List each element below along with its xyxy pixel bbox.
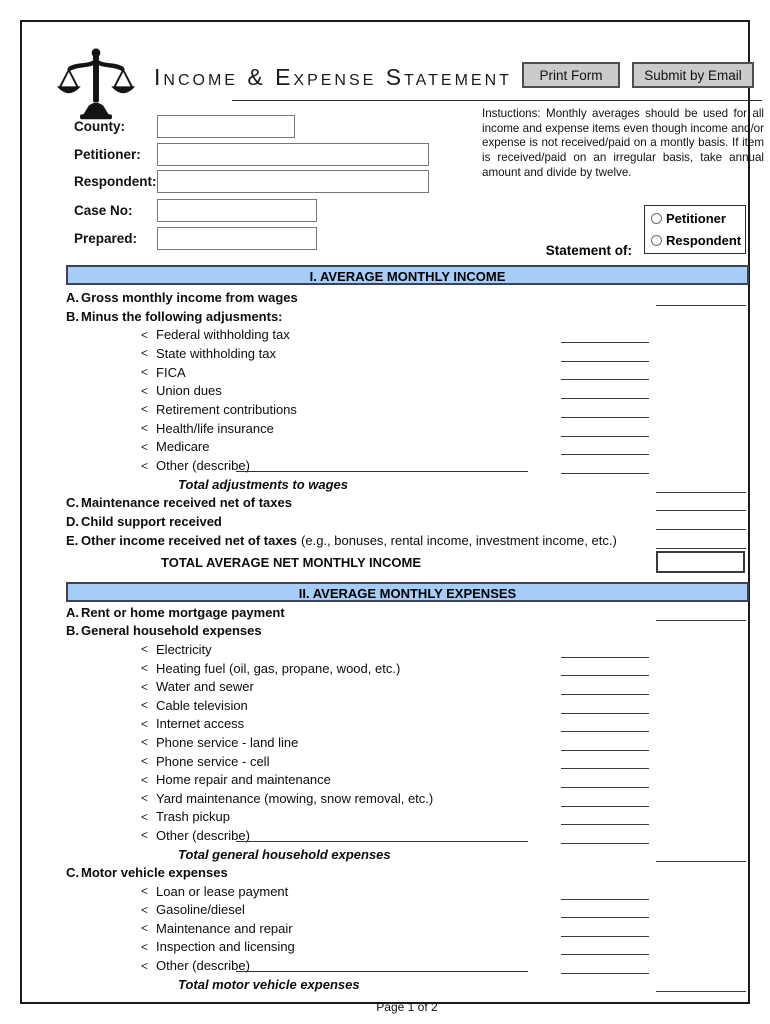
petitioner-option-label: Petitioner: [666, 211, 726, 227]
amount-fill-line[interactable]: [561, 675, 649, 676]
row-label: Union dues: [156, 383, 222, 399]
amount-fill-line[interactable]: [561, 417, 649, 418]
bullet-icon: <: [141, 346, 149, 361]
amount-fill-line[interactable]: [561, 750, 649, 751]
row-label: Federal withholding tax: [156, 327, 290, 343]
form-row: [66, 919, 749, 938]
row-label: Electricity: [156, 641, 212, 657]
bullet-icon: <: [141, 383, 149, 398]
petitioner-field-row: [74, 143, 429, 166]
form-row: [66, 400, 749, 419]
row-label: Total adjustments to wages: [178, 476, 348, 492]
form-row: [66, 494, 749, 513]
row-label: Maintenance received net of taxes: [81, 495, 292, 511]
row-prefix: A.: [66, 604, 79, 620]
bullet-icon: <: [141, 791, 149, 806]
row-prefix: C.: [66, 865, 79, 881]
bullet-icon: <: [141, 772, 149, 787]
page-border: [20, 20, 764, 1014]
instructions-text: Instuctions: Monthly averages should be used for all income and expense items even though income and/or expense is not received/paid on a montly basis. If item is received/paid on an irregular basis, take annual amount and divide by twelve.: [482, 107, 764, 179]
bullet-icon: <: [141, 754, 149, 769]
form-row: [66, 325, 749, 344]
case-no-input[interactable]: [157, 199, 317, 222]
form-row: [66, 438, 749, 457]
form-row: [66, 344, 749, 363]
row-prefix: D.: [66, 514, 79, 530]
total-amount-box[interactable]: [656, 551, 745, 573]
scales-of-justice-icon: [56, 46, 136, 122]
amount-fill-line[interactable]: [561, 936, 649, 937]
amount-fill-line[interactable]: [561, 954, 649, 955]
row-prefix: C.: [66, 495, 79, 511]
section-average-monthly-expenses: [66, 582, 749, 993]
row-label: Heating fuel (oil, gas, propane, wood, etc.): [156, 660, 401, 676]
form-row: [66, 938, 749, 957]
respondent-label: Respondent:: [74, 174, 157, 189]
respondent-field-row: [74, 170, 429, 193]
form-row: [66, 901, 749, 920]
bullet-icon: <: [141, 716, 149, 731]
amount-fill-line[interactable]: [561, 899, 649, 900]
row-note: (e.g., bonuses, rental income, investment income, etc.): [301, 532, 617, 548]
form-row: [66, 733, 749, 752]
page-number: Page 1 of 2: [376, 1000, 438, 1014]
section-income-rows: [66, 288, 749, 576]
amount-fill-line[interactable]: [656, 492, 746, 493]
amount-fill-line[interactable]: [561, 398, 649, 399]
section-income-header: I. AVERAGE MONTHLY INCOME: [66, 265, 749, 285]
petitioner-label: Petitioner:: [74, 147, 141, 162]
petitioner-input[interactable]: [157, 143, 429, 166]
bullet-icon: <: [141, 421, 149, 436]
amount-fill-line[interactable]: [561, 843, 649, 844]
row-label: Phone service - land line: [156, 734, 299, 750]
form-row: [66, 677, 749, 696]
prepared-label: Prepared:: [74, 231, 138, 246]
bullet-icon: <: [141, 661, 149, 676]
form-row: [66, 975, 749, 994]
row-label: TOTAL AVERAGE NET MONTHLY INCOME: [161, 555, 422, 571]
county-field-row: [74, 115, 295, 138]
form-row: [66, 882, 749, 901]
form-row: [66, 307, 749, 326]
statement-of-label: Statement of:: [545, 243, 632, 258]
amount-fill-line[interactable]: [561, 657, 649, 658]
county-label: County:: [74, 119, 125, 134]
submit-by-email-button[interactable]: Submit by Email: [632, 62, 754, 88]
form-row: [66, 288, 749, 307]
row-label: Health/life insurance: [156, 420, 274, 436]
radio-button-icon[interactable]: [651, 213, 662, 224]
amount-fill-line[interactable]: [561, 694, 649, 695]
respondent-input[interactable]: [157, 170, 429, 193]
amount-fill-line[interactable]: [656, 305, 746, 306]
amount-fill-line[interactable]: [561, 731, 649, 732]
statement-of-radio-group: [644, 205, 746, 254]
bullet-icon: <: [141, 809, 149, 824]
row-label: Retirement contributions: [156, 401, 297, 417]
amount-fill-line[interactable]: [561, 361, 649, 362]
form-row: [66, 531, 749, 550]
form-row: [66, 363, 749, 382]
row-label: Cable television: [156, 697, 248, 713]
amount-fill-line[interactable]: [656, 548, 746, 549]
amount-fill-line[interactable]: [656, 861, 746, 862]
bullet-icon: <: [141, 939, 149, 954]
bullet-icon: <: [141, 921, 149, 936]
form-row: [66, 752, 749, 771]
form-row: [66, 512, 749, 531]
form-row: [66, 770, 749, 789]
bullet-icon: <: [141, 884, 149, 899]
title-divider: [232, 100, 762, 101]
amount-fill-line[interactable]: [561, 342, 649, 343]
radio-button-icon[interactable]: [651, 235, 662, 246]
row-label: Maintenance and repair: [156, 920, 293, 936]
section-expenses-rows: [66, 603, 749, 993]
row-label: Minus the following adjusments:: [81, 308, 283, 324]
bullet-icon: <: [141, 958, 149, 973]
form-row: [66, 475, 749, 494]
row-prefix: A.: [66, 289, 79, 305]
row-label: Inspection and licensing: [156, 939, 295, 955]
bullet-icon: <: [141, 902, 149, 917]
amount-fill-line[interactable]: [561, 768, 649, 769]
amount-fill-line[interactable]: [656, 991, 746, 992]
row-label: Motor vehicle expenses: [81, 865, 228, 881]
row-label: Internet access: [156, 716, 245, 732]
respondent-option-label: Respondent: [666, 232, 742, 248]
row-label: Yard maintenance (mowing, snow removal, etc.): [156, 790, 434, 806]
amount-fill-line[interactable]: [561, 806, 649, 807]
prepared-field-row: [74, 227, 317, 250]
form-row: [66, 419, 749, 438]
case-no-field-row: [74, 199, 317, 222]
form-row: [66, 550, 749, 576]
section-expenses-header: II. AVERAGE MONTHLY EXPENSES: [66, 582, 749, 602]
amount-fill-line[interactable]: [561, 436, 649, 437]
form-row: [66, 789, 749, 808]
petitioner-radio-option[interactable]: [651, 211, 745, 226]
amount-fill-line[interactable]: [561, 787, 649, 788]
row-label: Home repair and maintenance: [156, 772, 331, 788]
print-form-button[interactable]: Print Form: [522, 62, 620, 88]
row-label: Other (describe): [156, 958, 250, 974]
row-label: Medicare: [156, 439, 210, 455]
amount-fill-line[interactable]: [561, 454, 649, 455]
amount-fill-line[interactable]: [561, 379, 649, 380]
bullet-icon: <: [141, 735, 149, 750]
bullet-icon: <: [141, 698, 149, 713]
amount-fill-line[interactable]: [561, 917, 649, 918]
row-label: Water and sewer: [156, 679, 254, 695]
amount-fill-line[interactable]: [561, 824, 649, 825]
row-label: General household expenses: [81, 623, 262, 639]
row-label: Other income received net of taxes: [81, 532, 298, 548]
describe-fill-line[interactable]: [236, 971, 528, 972]
row-label: Other (describe): [156, 827, 250, 843]
describe-fill-line[interactable]: [236, 841, 528, 842]
form-row: [66, 640, 749, 659]
form-row: [66, 659, 749, 678]
bullet-icon: <: [141, 439, 149, 454]
row-label: State withholding tax: [156, 345, 276, 361]
bullet-icon: <: [141, 365, 149, 380]
amount-fill-line[interactable]: [656, 620, 746, 621]
respondent-radio-option[interactable]: [651, 233, 745, 248]
form-row: [66, 696, 749, 715]
bullet-icon: <: [141, 642, 149, 657]
bullet-icon: <: [141, 327, 149, 342]
bullet-icon: <: [141, 679, 149, 694]
form-row: [66, 715, 749, 734]
row-label: Other (describe): [156, 458, 250, 474]
amount-fill-line[interactable]: [561, 973, 649, 974]
row-label: Child support received: [81, 514, 222, 530]
row-label: Total motor vehicle expenses: [178, 976, 360, 992]
form-row: [66, 622, 749, 641]
row-prefix: B.: [66, 623, 79, 639]
bullet-icon: <: [141, 458, 149, 473]
amount-fill-line[interactable]: [656, 529, 746, 530]
row-prefix: B.: [66, 308, 79, 324]
form-row: [66, 381, 749, 400]
amount-fill-line[interactable]: [656, 510, 746, 511]
prepared-input[interactable]: [157, 227, 317, 250]
form-row: [66, 808, 749, 827]
row-label: Rent or home mortgage payment: [81, 604, 285, 620]
form-row: [66, 956, 749, 975]
section-average-monthly-income: [66, 265, 749, 576]
form-row: [66, 863, 749, 882]
row-label: Gross monthly income from wages: [81, 289, 298, 305]
form-row: [66, 603, 749, 622]
form-row: [66, 845, 749, 864]
case-no-label: Case No:: [74, 203, 133, 218]
row-label: Trash pickup: [156, 809, 230, 825]
row-label: Total general household expenses: [178, 846, 391, 862]
form-row: [66, 456, 749, 475]
row-label: FICA: [156, 364, 186, 380]
bullet-icon: <: [141, 402, 149, 417]
bullet-icon: <: [141, 828, 149, 843]
describe-fill-line[interactable]: [236, 471, 528, 472]
amount-fill-line[interactable]: [561, 713, 649, 714]
page-title: Income & Expense Statement: [154, 64, 512, 90]
form-row: [66, 826, 749, 845]
row-label: Loan or lease payment: [156, 883, 289, 899]
row-label: Gasoline/diesel: [156, 902, 245, 918]
amount-fill-line[interactable]: [561, 473, 649, 474]
row-prefix: E.: [66, 532, 79, 548]
row-label: Phone service - cell: [156, 753, 270, 769]
county-input[interactable]: [157, 115, 295, 138]
